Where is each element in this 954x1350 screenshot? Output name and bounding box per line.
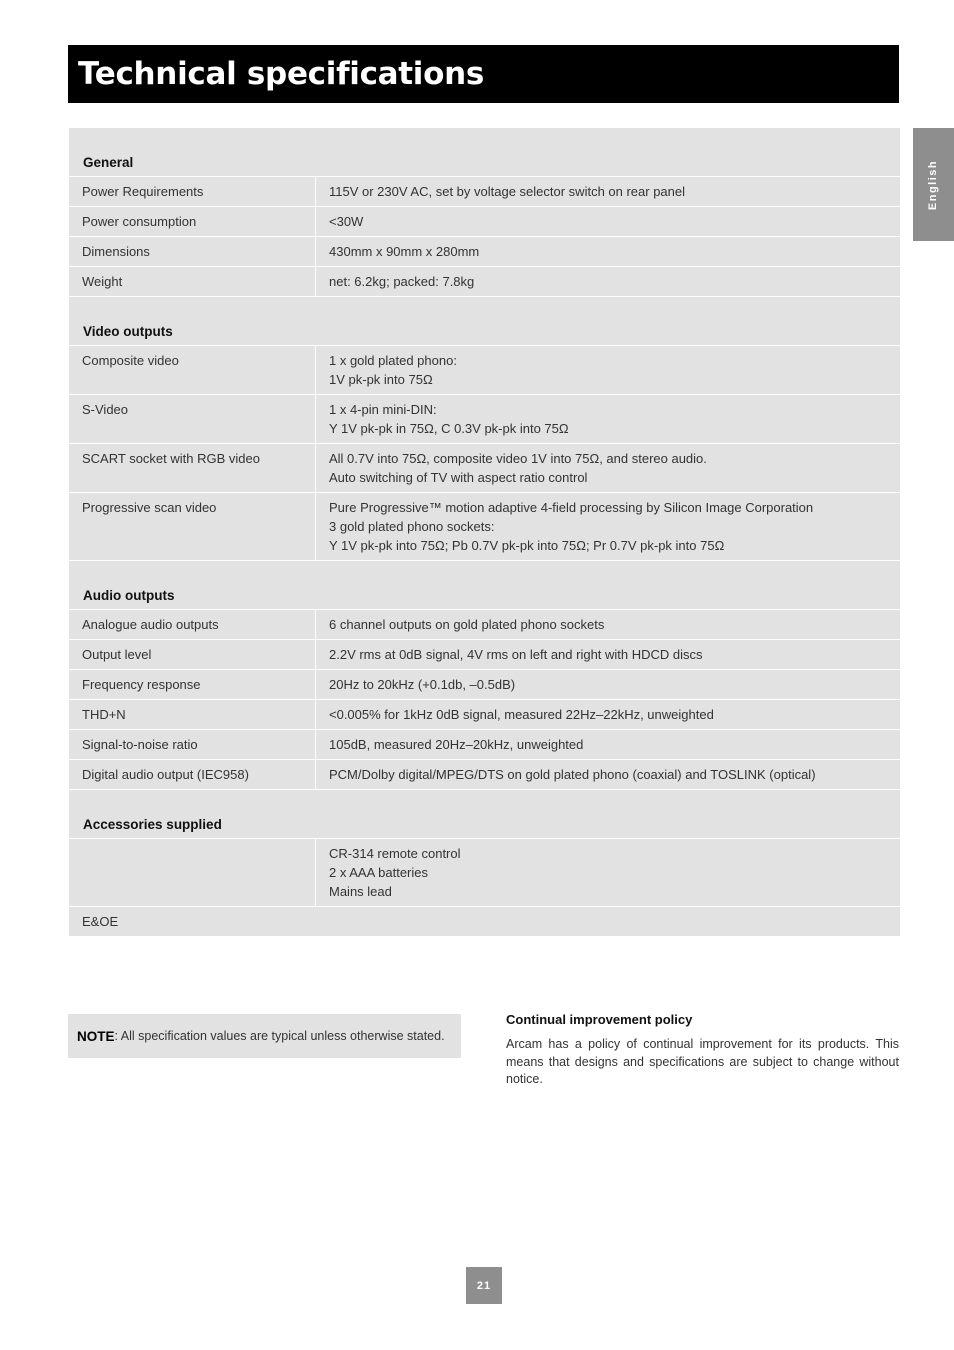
spec-value-line: Mains lead xyxy=(329,884,392,899)
page-title: Technical specifications xyxy=(78,56,485,92)
spec-label: Output level xyxy=(69,640,316,669)
spec-value xyxy=(316,177,900,206)
spec-value-line: 20Hz to 20kHz (+0.1db, –0.5dB) xyxy=(329,677,516,692)
spec-row xyxy=(69,610,900,640)
spec-row xyxy=(69,839,900,907)
spec-label: Power Requirements xyxy=(69,177,316,206)
spec-value-line: 115V or 230V AC, set by voltage selector switch on rear panel xyxy=(329,184,686,199)
spec-value xyxy=(316,610,900,639)
section-heading: Video outputs xyxy=(69,297,900,346)
spec-value xyxy=(316,237,900,266)
spec-value-line: PCM/Dolby digital/MPEG/DTS on gold plated phono (coaxial) and TOSLINK (optical) xyxy=(329,767,816,782)
spec-label: Signal-to-noise ratio xyxy=(69,730,316,759)
spec-value-line: 430mm x 90mm x 280mm xyxy=(329,244,480,259)
spec-value-line: <30W xyxy=(329,214,364,229)
spec-row xyxy=(69,395,900,444)
spec-label: Dimensions xyxy=(69,237,316,266)
note-label: NOTE xyxy=(77,1028,115,1044)
spec-value-line: 2.2V rms at 0dB signal, 4V rms on left and right with HDCD discs xyxy=(329,647,703,662)
spec-label: SCART socket with RGB video xyxy=(69,444,316,492)
spec-value-line: Pure Progressive™ motion adaptive 4-field processing by Silicon Image Corporation xyxy=(329,500,814,515)
spec-label: S-Video xyxy=(69,395,316,443)
spec-table xyxy=(69,128,900,936)
policy-block xyxy=(506,1012,899,1089)
spec-row xyxy=(69,346,900,395)
spec-value-line: <0.005% for 1kHz 0dB signal, measured 22Hz–22kHz, unweighted xyxy=(329,707,714,722)
spec-value xyxy=(316,444,900,492)
spec-value-line: 1 x gold plated phono: xyxy=(329,353,457,368)
spec-row xyxy=(69,670,900,700)
section-heading: Accessories supplied xyxy=(69,790,900,839)
spec-label: Power consumption xyxy=(69,207,316,236)
spec-row xyxy=(69,207,900,237)
spec-row xyxy=(69,640,900,670)
spec-label: Weight xyxy=(69,267,316,296)
spec-row xyxy=(69,730,900,760)
spec-value-line: net: 6.2kg; packed: 7.8kg xyxy=(329,274,475,289)
spec-value xyxy=(316,839,900,906)
spec-value-line: 6 channel outputs on gold plated phono sockets xyxy=(329,617,605,632)
language-tab xyxy=(913,128,954,241)
spec-value-line: 1 x 4-pin mini-DIN: xyxy=(329,402,437,417)
spec-value xyxy=(316,760,900,789)
spec-value xyxy=(316,346,900,394)
spec-label: Digital audio output (IEC958) xyxy=(69,760,316,789)
policy-heading: Continual improvement policy xyxy=(506,1012,693,1027)
note-text: : All specification values are typical unless otherwise stated. xyxy=(114,1029,445,1043)
spec-label: Frequency response xyxy=(69,670,316,699)
spec-value-line: Y 1V pk-pk into 75Ω; Pb 0.7V pk-pk into 75Ω; Pr 0.7V pk-pk into 75Ω xyxy=(329,538,725,553)
spec-value xyxy=(316,700,900,729)
spec-label xyxy=(69,839,316,906)
spec-value xyxy=(316,267,900,296)
page-number: 21 xyxy=(466,1267,502,1304)
spec-value-line: All 0.7V into 75Ω, composite video 1V into 75Ω, and stereo audio. xyxy=(329,451,707,466)
spec-row xyxy=(69,700,900,730)
spec-label: THD+N xyxy=(69,700,316,729)
spec-value xyxy=(316,670,900,699)
spec-value xyxy=(316,207,900,236)
spec-value xyxy=(316,730,900,759)
section-heading: Audio outputs xyxy=(69,561,900,610)
spec-value-line: CR-314 remote control xyxy=(329,846,461,861)
section-heading: General xyxy=(69,128,900,177)
spec-value-line: Auto switching of TV with aspect ratio control xyxy=(329,470,588,485)
policy-text: Arcam has a policy of continual improvement for its products. This means that designs and specifications are subject to change without notice. xyxy=(506,1037,899,1086)
spec-value-line: 1V pk-pk into 75Ω xyxy=(329,372,433,387)
spec-row xyxy=(69,267,900,297)
spec-row xyxy=(69,760,900,790)
spec-value xyxy=(316,640,900,669)
spec-label: Composite video xyxy=(69,346,316,394)
spec-value-line: 2 x AAA batteries xyxy=(329,865,429,880)
spec-value-line: 3 gold plated phono sockets: xyxy=(329,519,495,534)
spec-value-line: Y 1V pk-pk in 75Ω, C 0.3V pk-pk into 75Ω xyxy=(329,421,569,436)
note-box xyxy=(68,1014,461,1058)
title-bar xyxy=(68,45,899,103)
spec-label: Progressive scan video xyxy=(69,493,316,560)
spec-value xyxy=(316,493,900,560)
spec-row xyxy=(69,444,900,493)
spec-label: Analogue audio outputs xyxy=(69,610,316,639)
language-tab-label: English xyxy=(927,159,940,210)
spec-row xyxy=(69,493,900,561)
spec-row xyxy=(69,237,900,267)
eoe-row: E&OE xyxy=(82,914,119,929)
spec-value-line: 105dB, measured 20Hz–20kHz, unweighted xyxy=(329,737,584,752)
spec-value xyxy=(316,395,900,443)
spec-row xyxy=(69,177,900,207)
